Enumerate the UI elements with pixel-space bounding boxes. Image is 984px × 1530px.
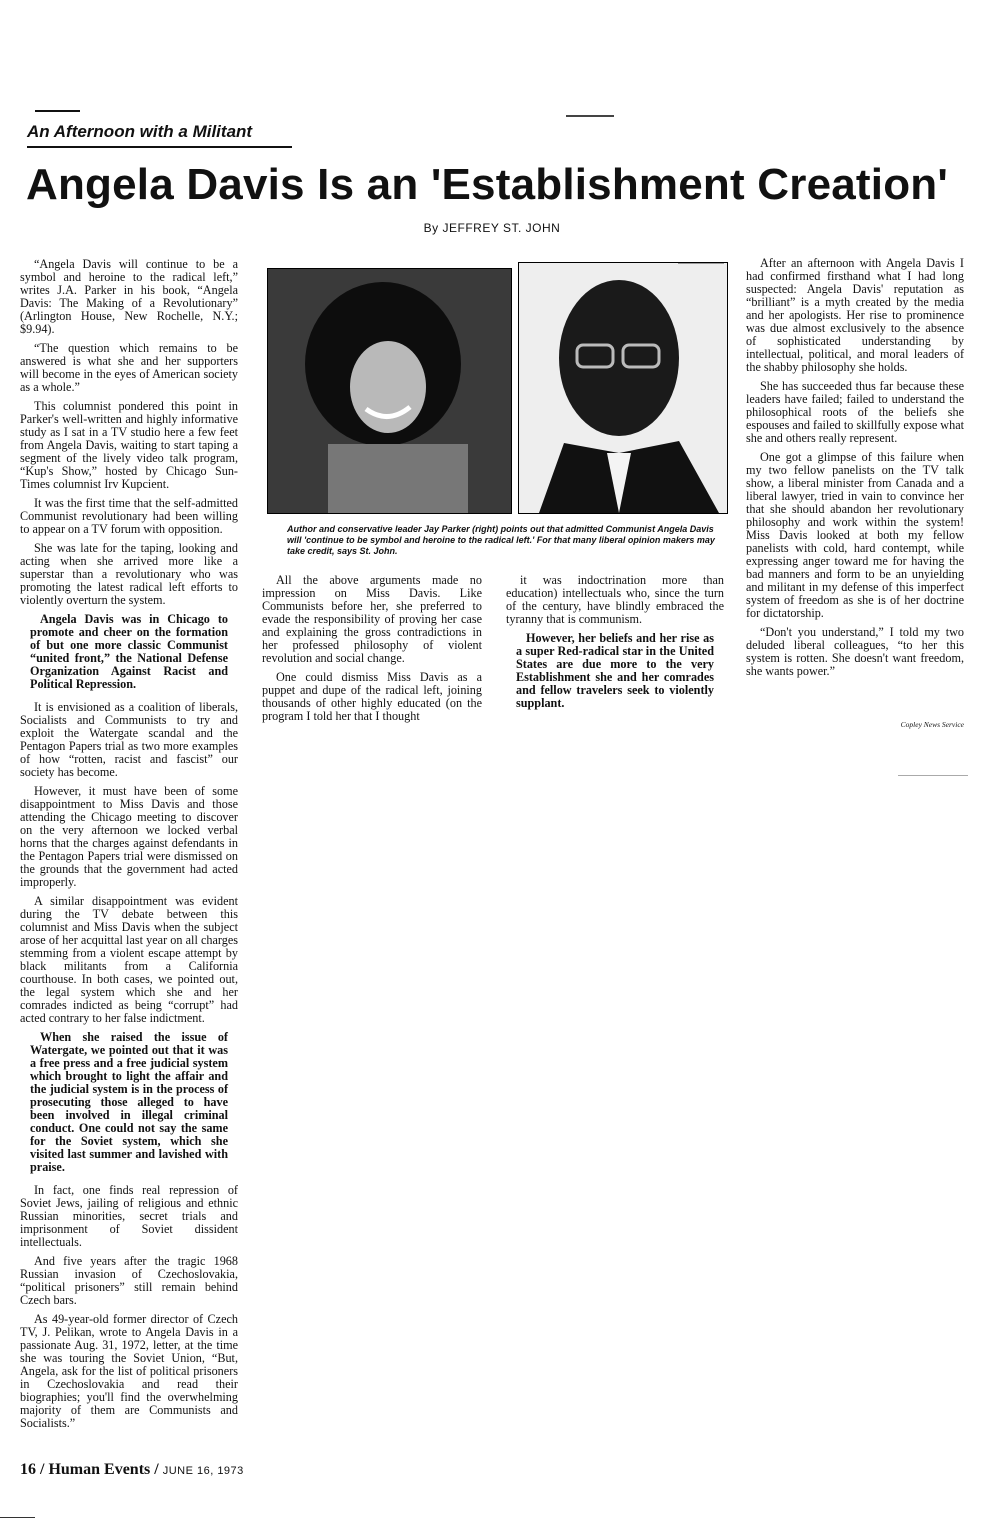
news-service-credit: Copley News Service xyxy=(900,720,964,729)
photo-angela-davis xyxy=(267,268,512,514)
decorative-dash xyxy=(566,115,614,117)
kicker-underline xyxy=(27,146,292,148)
issue-date: JUNE 16, 1973 xyxy=(162,1465,244,1477)
paragraph: As 49-year-old former director of Czech TV, J. Pelikan, wrote to Angela Davis in a passionate Aug. 31, 1972, letter, at the time she was touring the Soviet Union, “But, Angela, ask for the list of political prisoners in Czechoslovakia and read their biographies; you'll find the overwhelming majority of them are Communists and Socialists.” xyxy=(20,1312,238,1430)
paragraph: However, it must have been of some disappointment to Miss Davis and those attending the Chicago meeting to discover on the very afternoon we locked verbal horns that the charges against defendants in the Pentagon Papers trial were dismissed on the grounds that the government had acted improperly. xyxy=(20,784,238,889)
photo-caption: Author and conservative leader Jay Parker (right) points out that admitted Communist Angela Davis will 'continue to be symbol and heroine to the radical left.' For that many liberal opinion makers may take credit, says St. John. xyxy=(287,524,715,556)
paragraph: It was the first time that the self-admitted Communist revolutionary had been willing to appear on a TV forum with opposition. xyxy=(20,496,238,536)
page-footer xyxy=(20,1461,244,1479)
paragraph: All the above arguments made no impression on Miss Davis. Like Communists before her, she preferred to evade the responsibility of proving her case and explaining the gross contradictions in her professed philosophy of violent revolution and social change. xyxy=(262,573,482,665)
paragraph: A similar disappointment was evident during the TV debate between this columnist and Miss Davis when the subject arose of her acquittal last year on all charges stemming from a violent escape attempt by black militants from a California courthouse. In both cases, we pointed out, the legal system which she and her comrades indicted as being “corrupt” had acted contrary to her false indictment. xyxy=(20,894,238,1025)
headline: Angela Davis Is an 'Establishment Creation' xyxy=(26,160,949,209)
column-4 xyxy=(506,574,724,720)
paragraph: It is envisioned as a coalition of liberals, Socialists and Communists to try and exploit the Watergate scandal and the Pentagon Papers trial as two more examples of how “rotten, racist and fascist” our society has become. xyxy=(20,700,238,779)
paragraph: “Don't you understand,” I told my two deluded liberal colleagues, “to her this system is rotten. She doesn't want freedom, she wants power.” xyxy=(746,625,964,678)
decorative-dash xyxy=(35,110,80,112)
column-5 xyxy=(746,257,964,684)
paragraph: This columnist pondered this point in Parker's well-written and highly informative study as I sat in a TV studio here a few feet from Angela Davis, waiting to start taping a segment of the lively video talk program, “Kup's Show,” hosted by Chicago Sun-Times columnist Irv Kupcient. xyxy=(20,399,238,491)
kicker: An Afternoon with a Militant xyxy=(27,122,253,141)
paragraph: it was indoctrination more than education) intellectuals who, since the turn of the century, have blindly embraced the tyranny that is communism. xyxy=(506,573,724,626)
paragraph: After an afternoon with Angela Davis I had confirmed firsthand what I had long suspected: Angela Davis' reputation as “brilliant” is a myth created by the media and her apologists. Her rise to prominence was due almost exclusively to the absence of sophisticated understanding by intellectual, political, and moral leaders of the shabby philosophy she holds. xyxy=(746,256,964,374)
paragraph: One got a glimpse of this failure when my two fellow panelists on the TV talk show, a liberal minister from Canada and a liberal lawyer, tried in vain to convince her that she should abandon her revolutionary philosophy and work within the system! Miss Davis looked at both my fellow panelists with cold, hard contempt, while expressing anger toward me for having the bad manners and form to be an unyielding and militant in my defense of this imperfect system of freedom as she is of her doctrine for dictatorship. xyxy=(746,450,964,620)
paragraph: And five years after the tragic 1968 Russian invasion of Czechoslovakia, “political prisoners” still remain behind Czech bars. xyxy=(20,1254,238,1307)
divider xyxy=(898,775,968,776)
byline: By JEFFREY ST. JOHN xyxy=(423,221,561,235)
column-1 xyxy=(20,258,238,1436)
paragraph: “Angela Davis will continue to be a symbol and heroine to the radical left,” writes J.A. Parker in his book, “Angela Davis: The Making of a Revolutionary” (Arlington House, New Rochelle, N.Y.; $9.94). xyxy=(20,257,238,336)
column-3 xyxy=(262,574,482,729)
divider xyxy=(0,1517,35,1518)
paragraph: She was late for the taping, looking and acting when she arrived more like a superstar than a revolutionary who was promoting the latest radical left efforts to violently overturn the system. xyxy=(20,541,238,607)
paragraph: One could dismiss Miss Davis as a puppet and dupe of the radical left, joining thousands of other highly educated (on the program I told her that I thought xyxy=(262,670,482,723)
pull-quote: When she raised the issue of Watergate, we pointed out that it was a free press and a free judicial system which brought to light the affair and the judicial system is in the process of prosecuting those alleged to have been involved in illegal criminal conduct. One could not say the same for the Soviet system, which she visited last summer and lavished with praise. xyxy=(30,1030,228,1174)
photo-jay-parker xyxy=(518,262,728,514)
paragraph: In fact, one finds real repression of Soviet Jews, jailing of religious and ethnic Russian minorities, secret trials and imprisonment of Soviet dissident intellectuals. xyxy=(20,1183,238,1249)
pull-quote: Angela Davis was in Chicago to promote and cheer on the formation of but one more classic Communist “united front,” the National Defense Organization Against Racist and Political Repression. xyxy=(30,612,228,691)
divider xyxy=(678,263,724,264)
paragraph: She has succeeded thus far because these leaders have failed; failed to understand the philosophical roots of the beliefs she espouses and failed to skillfully expose what she and others really represent. xyxy=(746,379,964,445)
paragraph: “The question which remains to be answered is what she and her supporters will become in the eyes of American society as a whole.” xyxy=(20,341,238,394)
page-number: 16 / Human Events / xyxy=(20,1461,159,1478)
pull-quote: However, her beliefs and her rise as a super Red-radical star in the United States are due more to the very Establishment she and her comrades and fellow travelers seek to violently supplant. xyxy=(516,631,714,710)
